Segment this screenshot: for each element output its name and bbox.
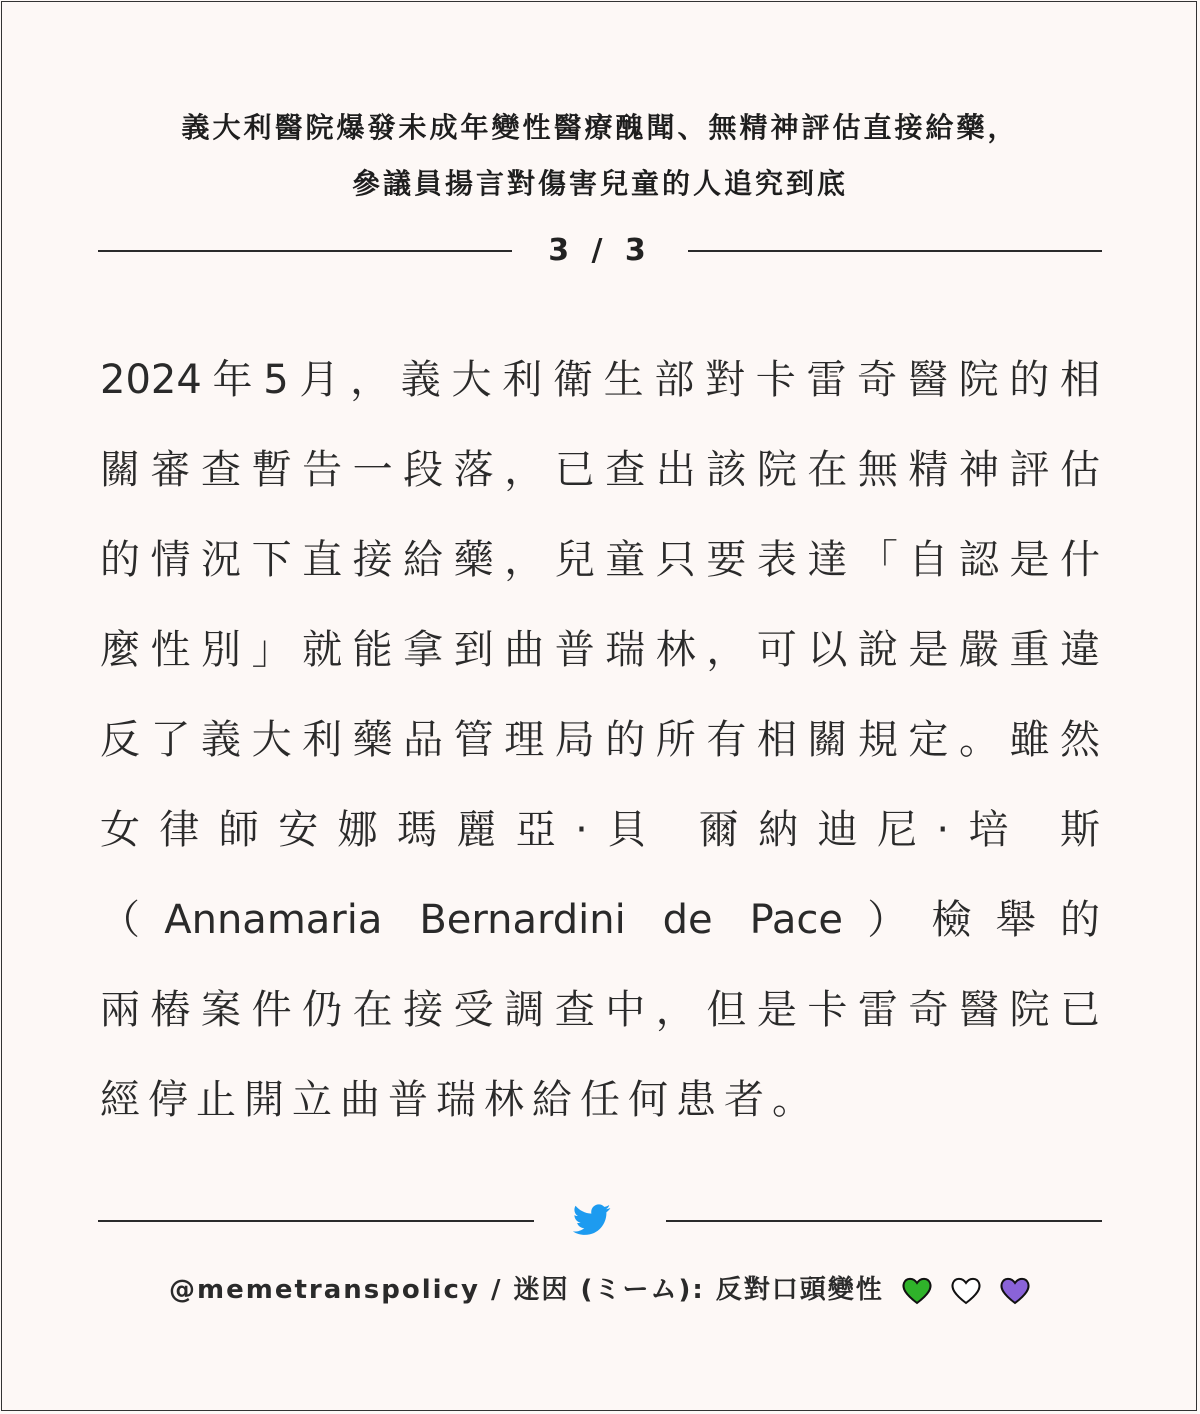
footer-divider-right	[666, 1220, 1102, 1222]
page-indicator: 3 / 3	[548, 233, 652, 268]
page-indicator-row	[98, 230, 1102, 272]
divider-left	[98, 250, 512, 252]
headline	[60, 100, 1140, 212]
twitter-bird-icon	[573, 1204, 611, 1236]
body-line: 兩樁案件仍在接受調查中，但是卡雷奇醫院已	[100, 987, 1100, 1033]
body-line: 麼性別」就能拿到曲普瑞林，可以說是嚴重違	[100, 627, 1100, 673]
headline-line-1: 義大利醫院爆發未成年變性醫療醜聞、無精神評估直接給藥，	[181, 111, 1019, 144]
headline-line-2: 參議員揚言對傷害兒童的人追究到底	[351, 167, 848, 200]
footer-divider-row	[98, 1200, 1102, 1240]
white-heart-icon	[950, 1277, 982, 1305]
account-credit	[60, 1268, 1140, 1312]
body-line: 女律師安娜瑪麗亞·貝 爾納迪尼·培 斯	[100, 807, 1100, 853]
footer-divider-left	[98, 1220, 534, 1222]
body-line: 關審查暫告一段落，已查出該院在無精神評估	[100, 447, 1100, 493]
body-line: 反了義大利藥品管理局的所有相關規定。雖然	[100, 717, 1100, 763]
body-line: 2024年5月，義大利衛生部對卡雷奇醫院的相	[100, 357, 1100, 403]
body-line: 經停止開立曲普瑞林給任何患者。	[100, 1077, 820, 1123]
article-body	[100, 335, 1100, 1145]
body-line: （Annamaria Bernardini de Pace）檢舉的	[100, 897, 1100, 943]
purple-heart-icon	[999, 1277, 1031, 1305]
green-heart-icon	[901, 1277, 933, 1305]
divider-right	[688, 250, 1102, 252]
credit-text: @memetranspolicy / 迷因 (ミーム): 反對口頭變性	[169, 1275, 884, 1305]
body-line: 的情況下直接給藥，兒童只要表達「自認是什	[100, 537, 1100, 583]
